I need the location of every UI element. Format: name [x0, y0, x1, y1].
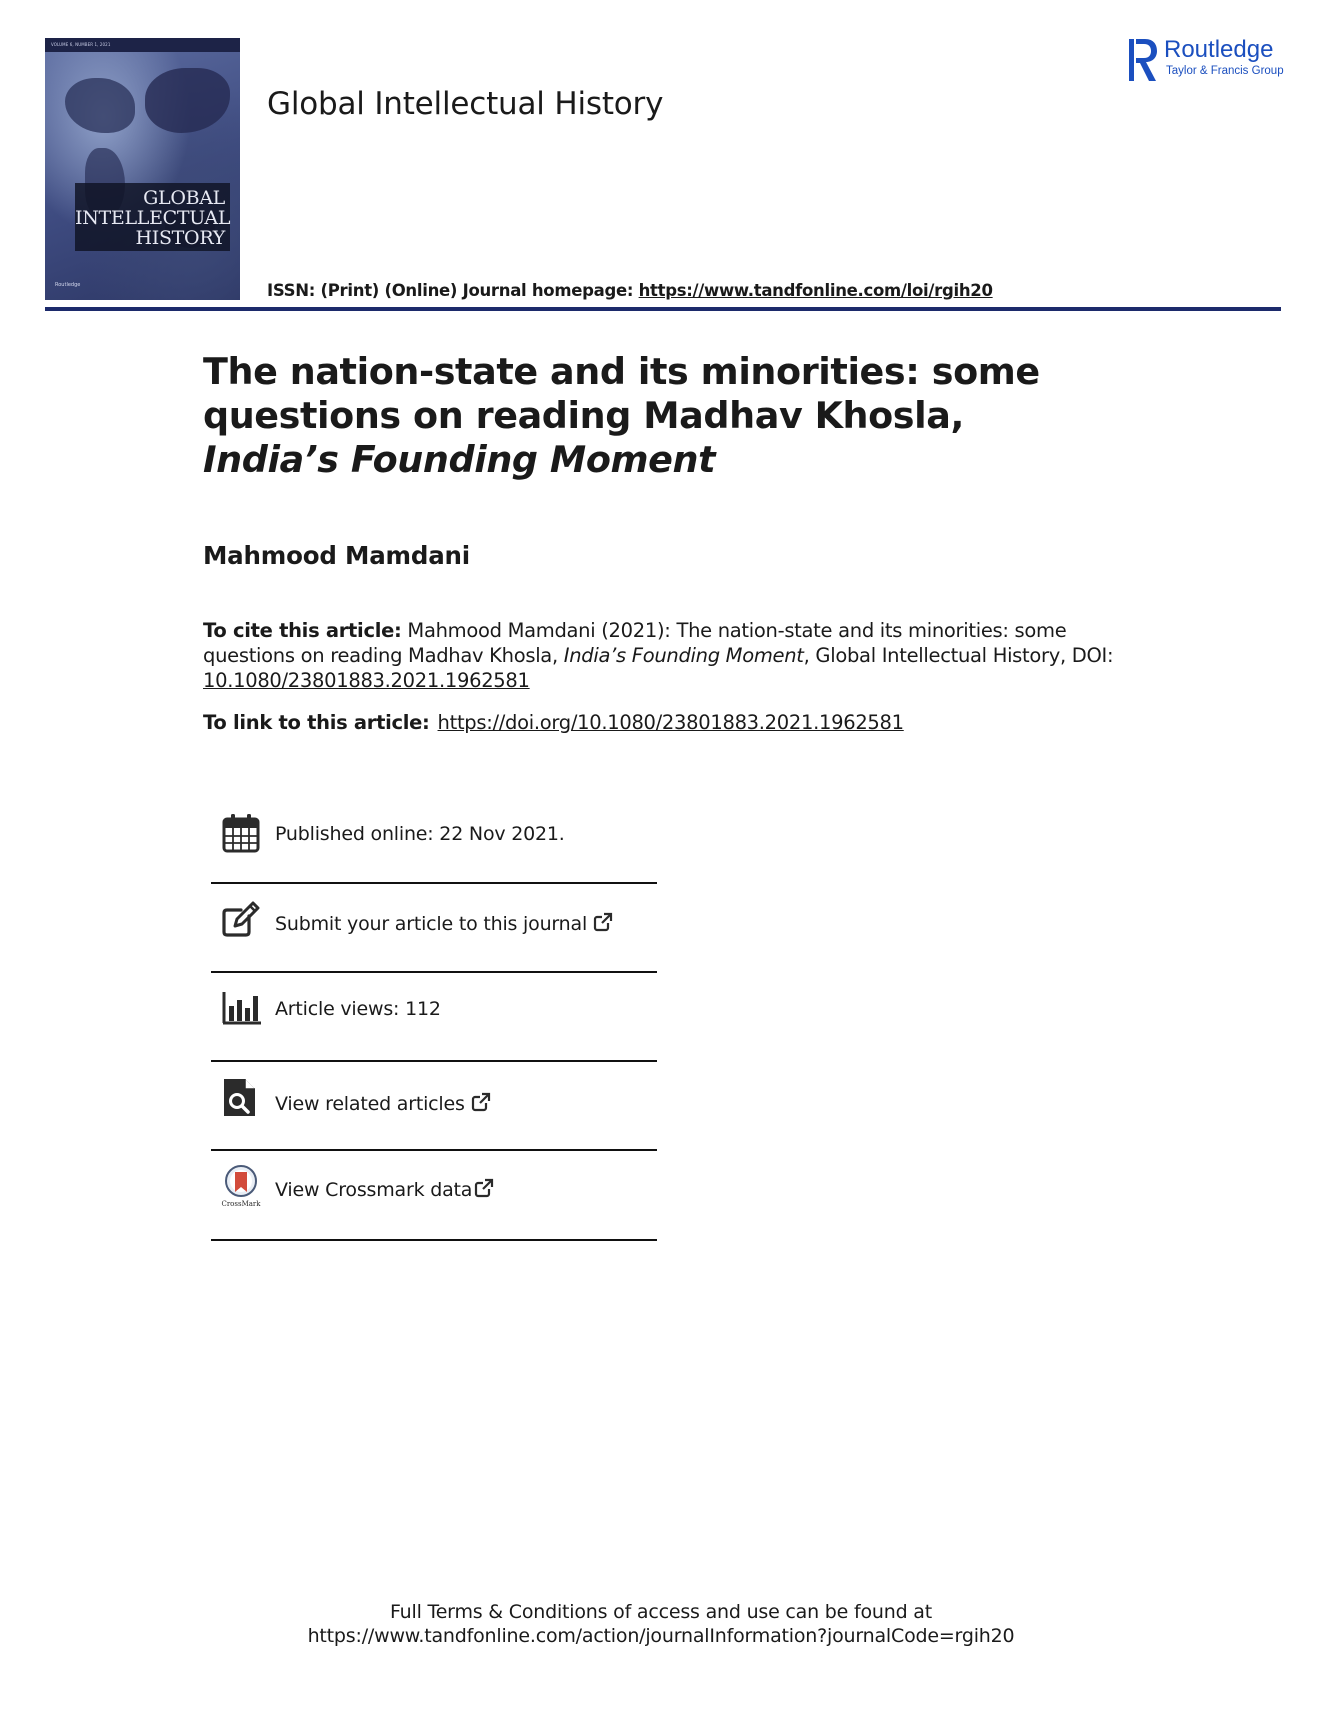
published-row	[211, 811, 657, 900]
edit-icon	[221, 898, 261, 942]
row-divider	[211, 882, 657, 884]
cover-title: GLOBAL INTELLECTUAL HISTORY	[75, 187, 231, 249]
row-divider	[211, 1060, 657, 1062]
calendar-icon	[221, 811, 261, 855]
issn-line	[267, 281, 993, 300]
cover-topbar: VOLUME 6, NUMBER 1, 2021	[45, 38, 240, 52]
link-label: To link to this article:	[203, 711, 430, 734]
submit-row[interactable]	[211, 898, 657, 987]
cover-publisher-mark: Routledge	[55, 282, 81, 288]
external-link-icon	[471, 1092, 491, 1112]
svg-text:CrossMark: CrossMark	[221, 1200, 261, 1208]
row-divider	[211, 971, 657, 973]
journal-homepage-link[interactable]: https://www.tandfonline.com/loi/rgih20	[638, 281, 993, 300]
crossmark-link[interactable]: View Crossmark data	[275, 1178, 494, 1201]
document-search-icon	[221, 1076, 261, 1120]
article-author: Mahmood Mamdani	[203, 541, 470, 570]
published-date: Published online: 22 Nov 2021.	[275, 823, 565, 845]
bar-chart-icon	[221, 988, 261, 1032]
external-link-icon	[474, 1178, 494, 1198]
routledge-logo-icon	[1127, 37, 1159, 83]
article-link-line	[203, 711, 904, 734]
doi-link[interactable]: https://doi.org/10.1080/23801883.2021.1962581	[437, 711, 904, 734]
journal-title: Global Intellectual History	[267, 86, 664, 122]
publisher-name: Routledge	[1164, 36, 1274, 63]
publisher-group: Taylor & Francis Group	[1166, 65, 1284, 77]
related-articles-link[interactable]: View related articles	[275, 1092, 491, 1115]
submit-article-link[interactable]: Submit your article to this journal	[275, 912, 613, 935]
footer-line-1: Full Terms & Conditions of access and use can be found at	[389, 1601, 932, 1623]
crossmark-icon	[221, 1164, 261, 1208]
journal-cover	[45, 38, 240, 300]
external-link-icon	[593, 912, 613, 932]
cite-doi-link[interactable]: 10.1080/23801883.2021.1962581	[203, 669, 530, 692]
citation-block: To cite this article: Mahmood Mamdani (2021): The nation-state and its minorities: some questions on reading Madhav Khosla, India’s Founding Moment, Global Intellectual History, DOI: 10.1080/23801883.2021.1962581	[203, 619, 1114, 692]
row-divider	[211, 1149, 657, 1151]
terms-footer	[0, 1600, 1322, 1648]
cite-label: To cite this article:	[203, 619, 402, 642]
related-row[interactable]	[211, 1076, 657, 1165]
footer-terms-url[interactable]: https://www.tandfonline.com/action/journalInformation?journalCode=rgih20	[307, 1625, 1015, 1647]
crossmark-row[interactable]	[211, 1166, 657, 1255]
issn-prefix: ISSN: (Print) (Online) Journal homepage:	[267, 281, 639, 300]
row-divider	[211, 1239, 657, 1241]
article-title: The nation-state and its minorities: some questions on reading Madhav Khosla, India’s Founding Moment	[203, 350, 1040, 481]
article-views: Article views: 112	[275, 998, 441, 1020]
views-row	[211, 988, 657, 1077]
header-divider	[45, 307, 1281, 311]
